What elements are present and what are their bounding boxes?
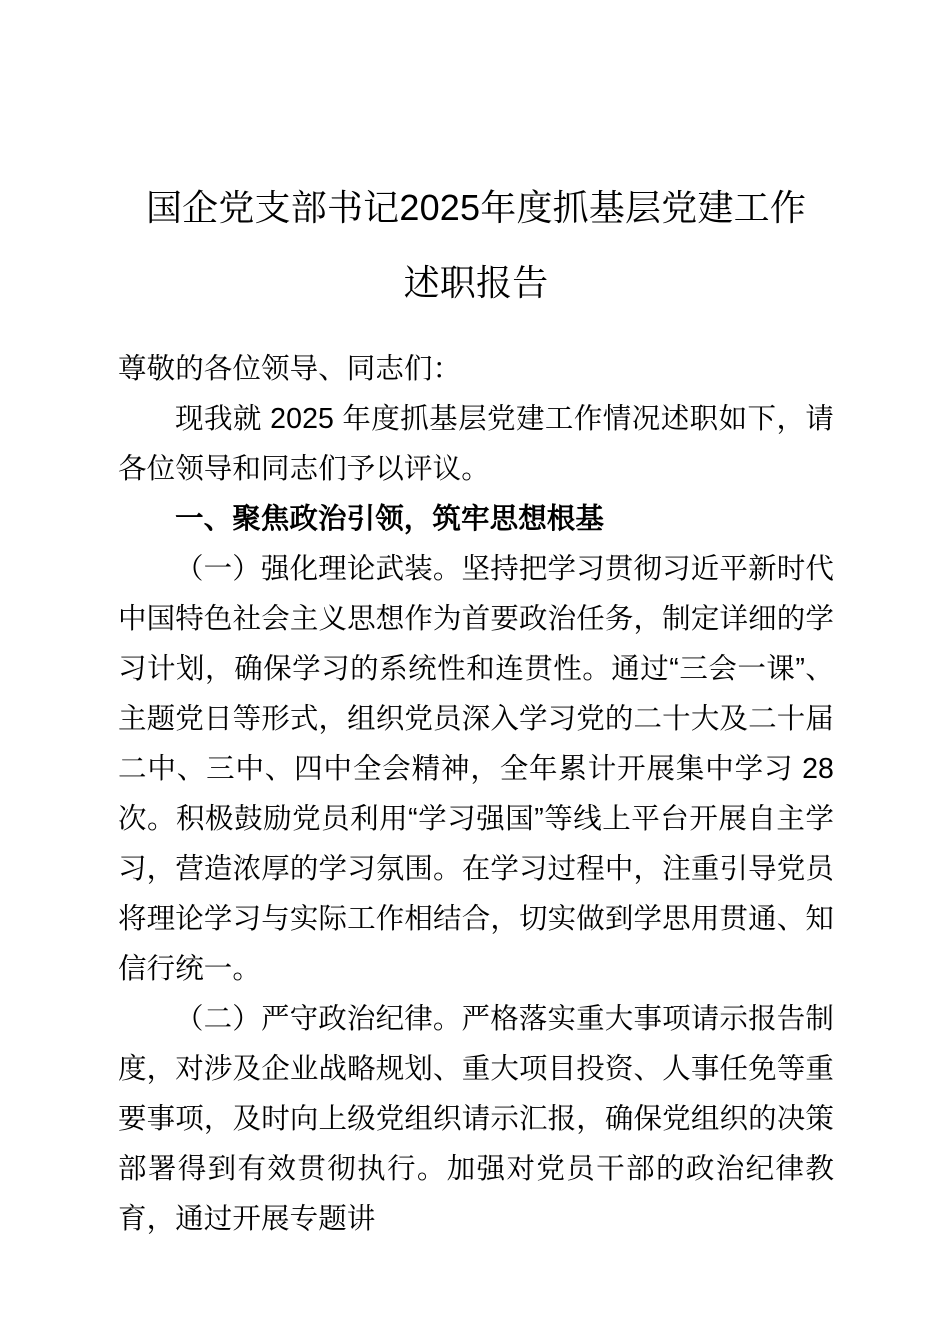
section-1-paragraph-1: （一）强化理论武装。坚持把学习贯彻习近平新时代中国特色社会主义思想作为首要政治任务，制定详细的学习计划，确保学习的系统性和连贯性。通过“三会一课”、主题党日等形式，组织党员深入学习党的二十大及二十届二中、三中、四中全会精神，全年累计开展集中学习 28 次。积极鼓励党员利用“学习强国”等线上平台开展自主学习，营造浓厚的学习氛围。在学习过程中，注重引导党员将理论学习与实际工作相结合，切实做到学思用贯通、知信行统一。 xyxy=(118,553,834,985)
page-title-line-2: 述职报告 xyxy=(403,262,549,303)
opening-paragraph: 现我就 2025 年度抓基层党建工作情况述职如下，请各位领导和同志们予以评议。 xyxy=(118,403,834,485)
section-heading-1: 一、聚焦政治引领，筑牢思想根基 xyxy=(175,503,605,535)
document-body xyxy=(118,170,834,1244)
page-title xyxy=(118,170,834,320)
salutation: 尊敬的各位领导、同志们： xyxy=(118,353,462,385)
page-title-line-1: 国企党支部书记2025年度抓基层党建工作 xyxy=(145,187,807,228)
section-1-paragraph-2: （二）严守政治纪律。严格落实重大事项请示报告制度，对涉及企业战略规划、重大项目投资、人事任免等重要事项，及时向上级党组织请示汇报，确保党组织的决策部署得到有效贯彻执行。加强对党员干部的政治纪律教育，通过开展专题讲 xyxy=(118,1003,834,1235)
